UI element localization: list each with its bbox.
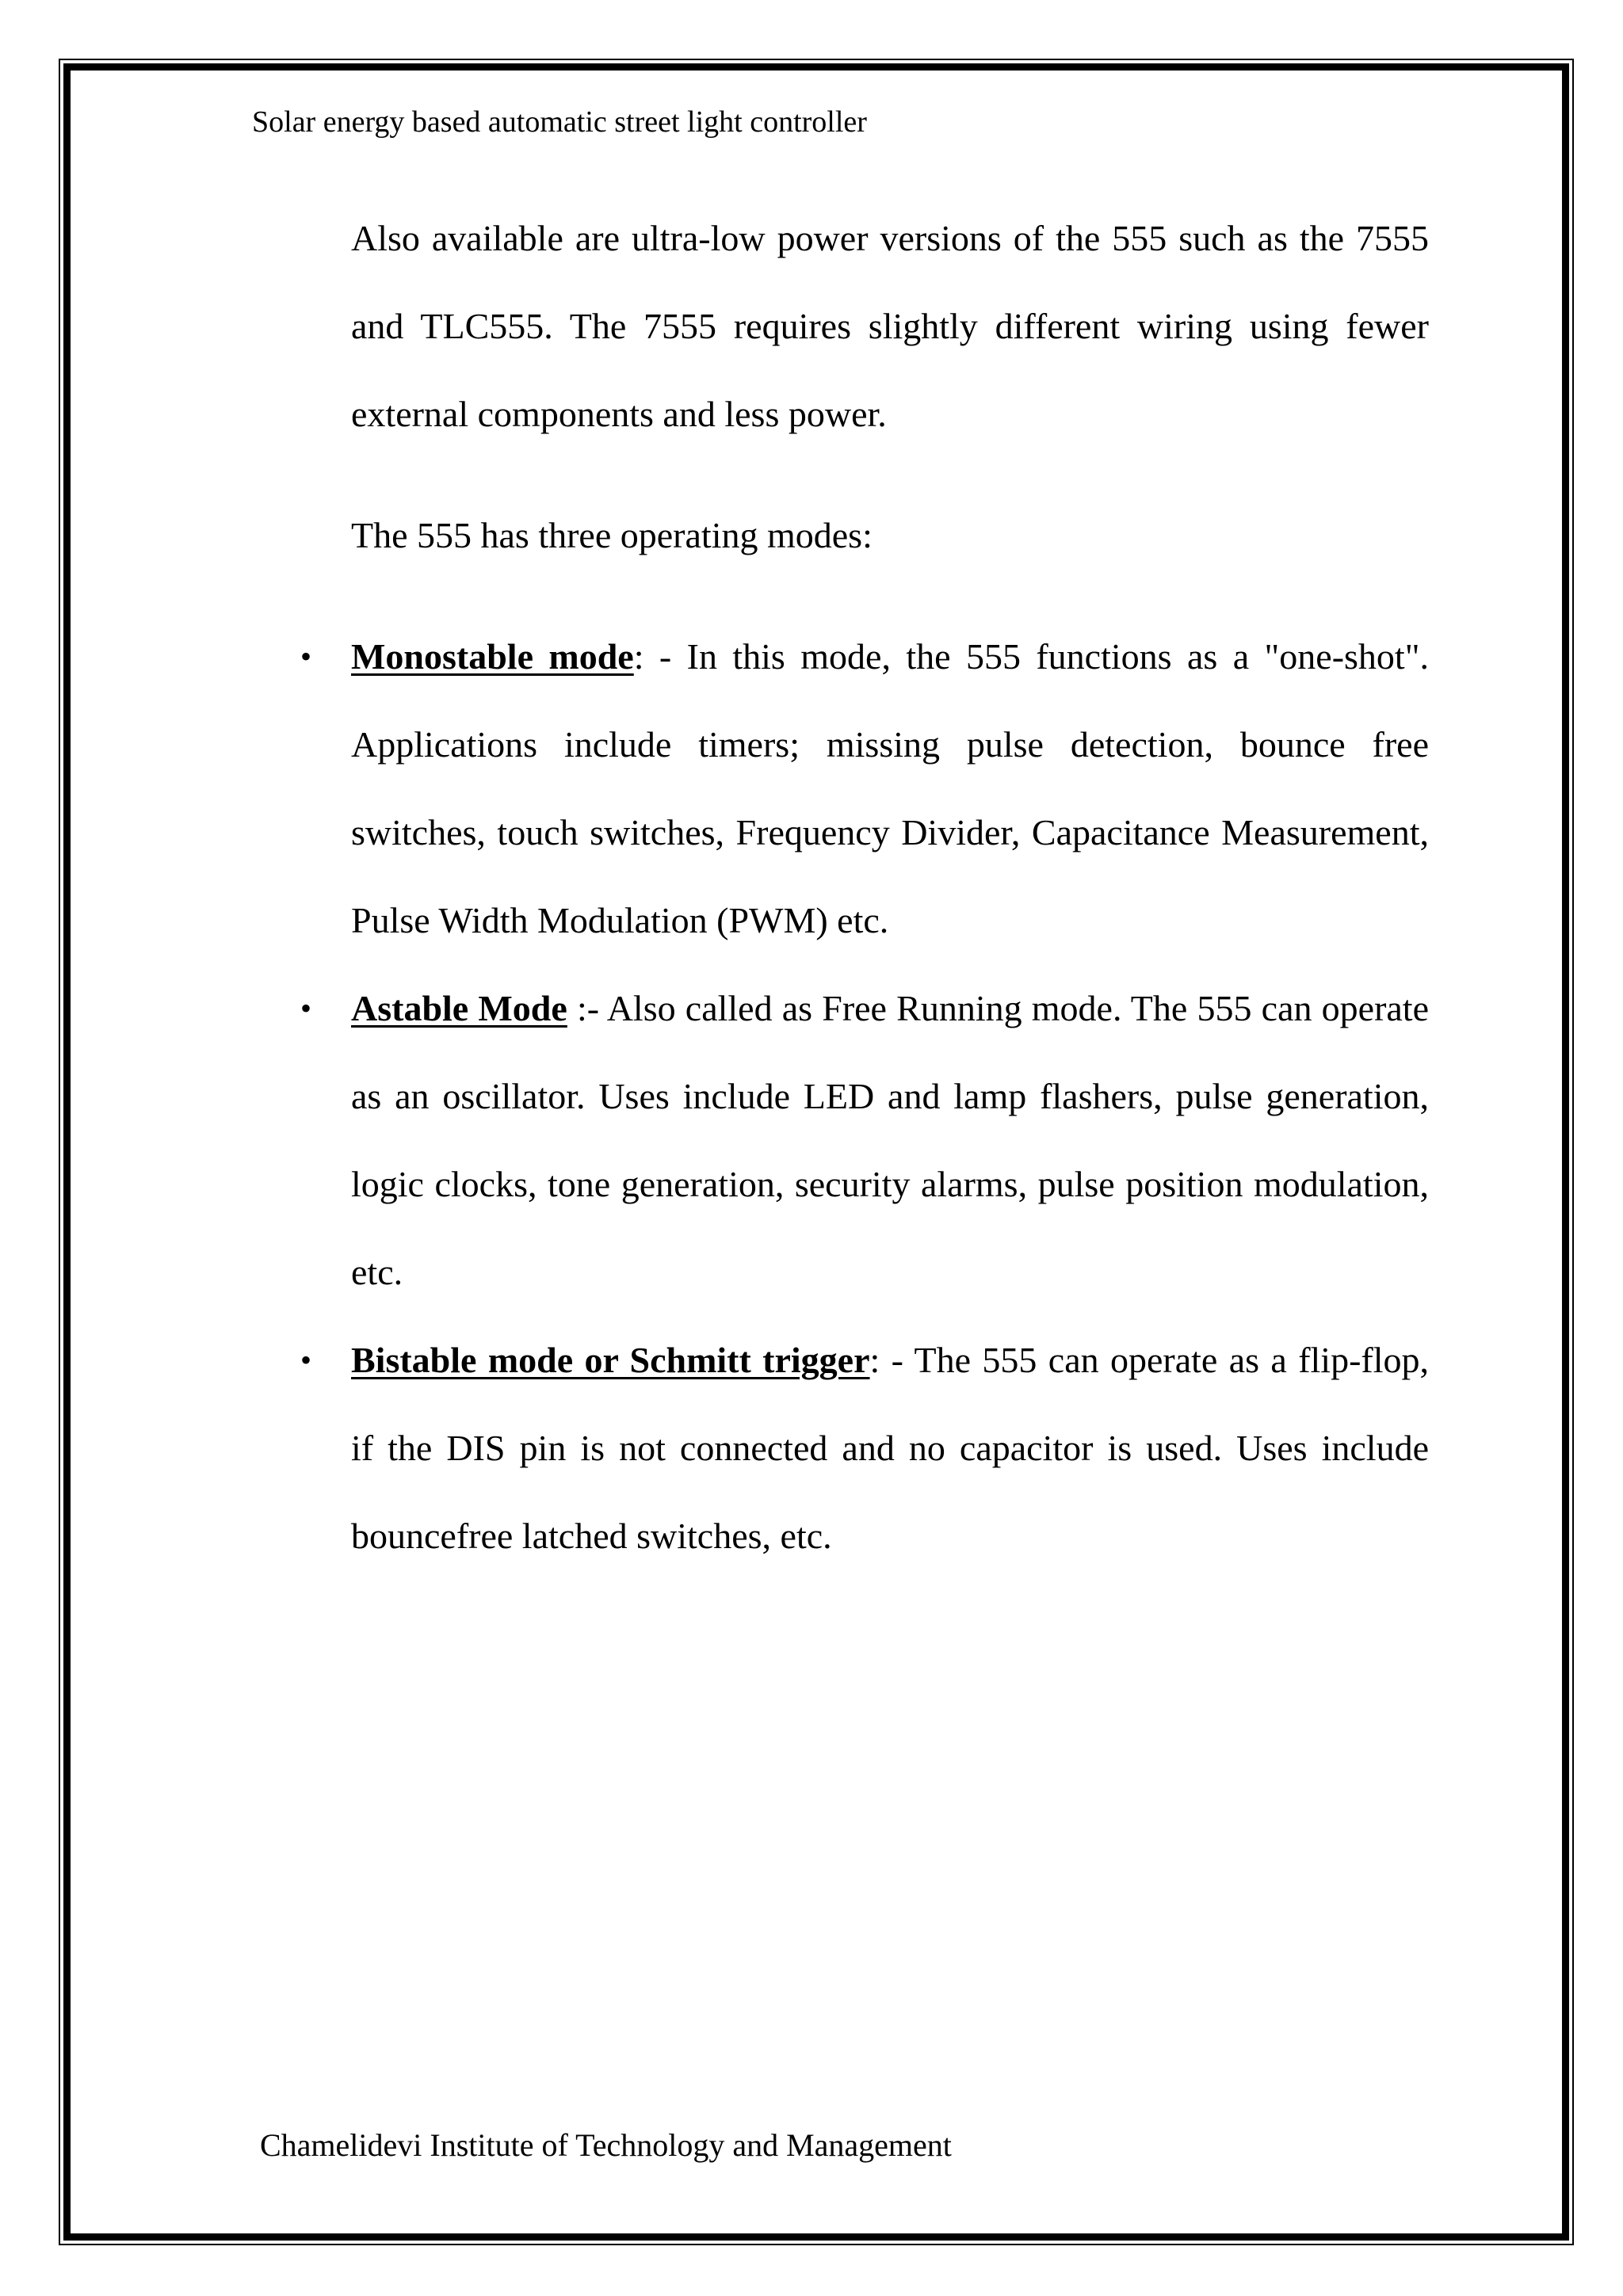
list-item-astable (300, 964, 1430, 1316)
bullet-icon: • (300, 1342, 312, 1378)
bullet-icon: • (300, 990, 312, 1026)
mode-description: : - The 555 can operate as a flip-flop, if the DIS pin is not connected and no capacitor is used. Uses include bouncefree latched switches, etc. (351, 1340, 1429, 1556)
mode-term: Bistable mode or Schmitt trigger (351, 1340, 870, 1380)
running-footer: Chamelidevi Institute of Technology and Management (260, 2127, 952, 2163)
mode-term: Astable Mode (351, 988, 567, 1028)
bullet-icon: • (300, 639, 312, 674)
mode-description: : - In this mode, the 555 functions as a "one-shot". Applications include timers; missing pulse detection, bounce free switches, touch switches, Frequency Divider, Capacitance Measurement, Pulse Width Modulation (PWM) etc. (351, 636, 1429, 940)
modes-heading: The 555 has three operating modes: (351, 515, 873, 555)
list-item-monostable (300, 612, 1429, 964)
mode-description: :- Also called as Free Running mode. The 555 can operate as an oscillator. Uses include LED and lamp flashers, pulse generation, logic clocks, tone generation, security alarms, pulse position modulation, etc. (351, 988, 1430, 1292)
mode-term: Monostable mode (351, 636, 634, 677)
modes-list (300, 612, 1430, 1580)
intro-paragraph: Also available are ultra-low power versions of the 555 such as the 7555 and TLC555. The 7555 requires slightly different wiring using fewer external components and less power. (351, 218, 1429, 434)
main-content (300, 194, 1430, 1580)
running-header: Solar energy based automatic street light controller (252, 105, 867, 139)
list-item-bistable (300, 1316, 1429, 1580)
